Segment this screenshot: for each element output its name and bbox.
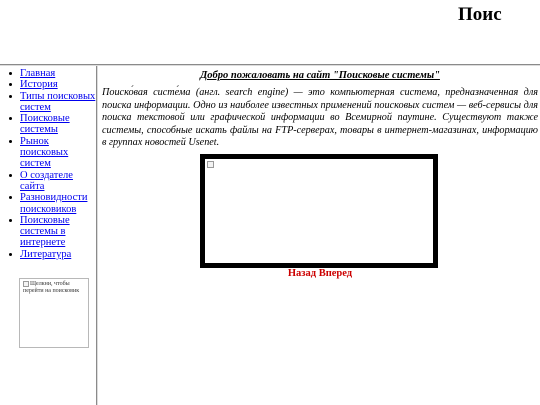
nav-item-varieties xyxy=(0,192,96,215)
nav-link-home[interactable]: Главная xyxy=(20,68,56,79)
nav-item-market xyxy=(0,136,96,170)
nav-item-types xyxy=(0,91,96,114)
nav-link-market[interactable]: Рынок поисковых систем xyxy=(20,135,69,170)
forward-link[interactable]: Вперед xyxy=(318,268,353,279)
content-image xyxy=(200,154,438,268)
broken-image-icon xyxy=(207,161,214,168)
back-link[interactable]: Назад xyxy=(287,268,317,279)
pager xyxy=(100,268,540,279)
nav-item-home xyxy=(0,68,96,79)
nav-link-literature[interactable]: Литература xyxy=(20,248,72,260)
nav-link-varieties[interactable]: Разновидности поисковиков xyxy=(20,192,88,215)
nav-link-types[interactable]: Типы поисковых систем xyxy=(20,90,96,113)
nav-frame xyxy=(0,68,96,405)
nav-link-history[interactable]: История xyxy=(20,79,58,91)
header-frame xyxy=(0,0,540,64)
nav-item-author xyxy=(0,170,96,193)
nav-item-search-systems xyxy=(0,113,96,136)
nav-list xyxy=(0,68,96,260)
broken-image-icon xyxy=(23,281,29,287)
search-engine-banner[interactable] xyxy=(19,278,89,348)
banner-alt-text xyxy=(23,281,85,295)
nav-link-author[interactable]: О создателе сайта xyxy=(20,169,73,192)
nav-link-internet[interactable]: Поисковые системы в интернете xyxy=(20,214,70,249)
intro-paragraph: Поиско́вая систе́ма (англ. search engine) — это компьютерная система, предназначенная для поиска информации. Одно из наиболее известных применений поисковых систем — веб-сервисы для поиска текстовой или графической информации во Всемирной паутине. Существуют также системы, способные искать файлы на FTP-серверах, товары в интернет-магазинах, информацию в группах новостей Usenet. xyxy=(102,87,538,148)
site-title: Поис xyxy=(458,4,502,25)
frame-divider-left-shadow xyxy=(97,66,98,405)
welcome-heading: Добро пожаловать на сайт "Поисковые системы" xyxy=(200,70,440,81)
nav-item-literature xyxy=(0,249,96,260)
nav-item-history xyxy=(0,79,96,90)
nav-item-internet xyxy=(0,215,96,249)
nav-link-search-systems[interactable]: Поисковые системы xyxy=(20,113,70,136)
content-frame xyxy=(100,66,540,405)
banner-alt-label: Щелкни, чтобы перейти на поисковик xyxy=(23,281,80,294)
